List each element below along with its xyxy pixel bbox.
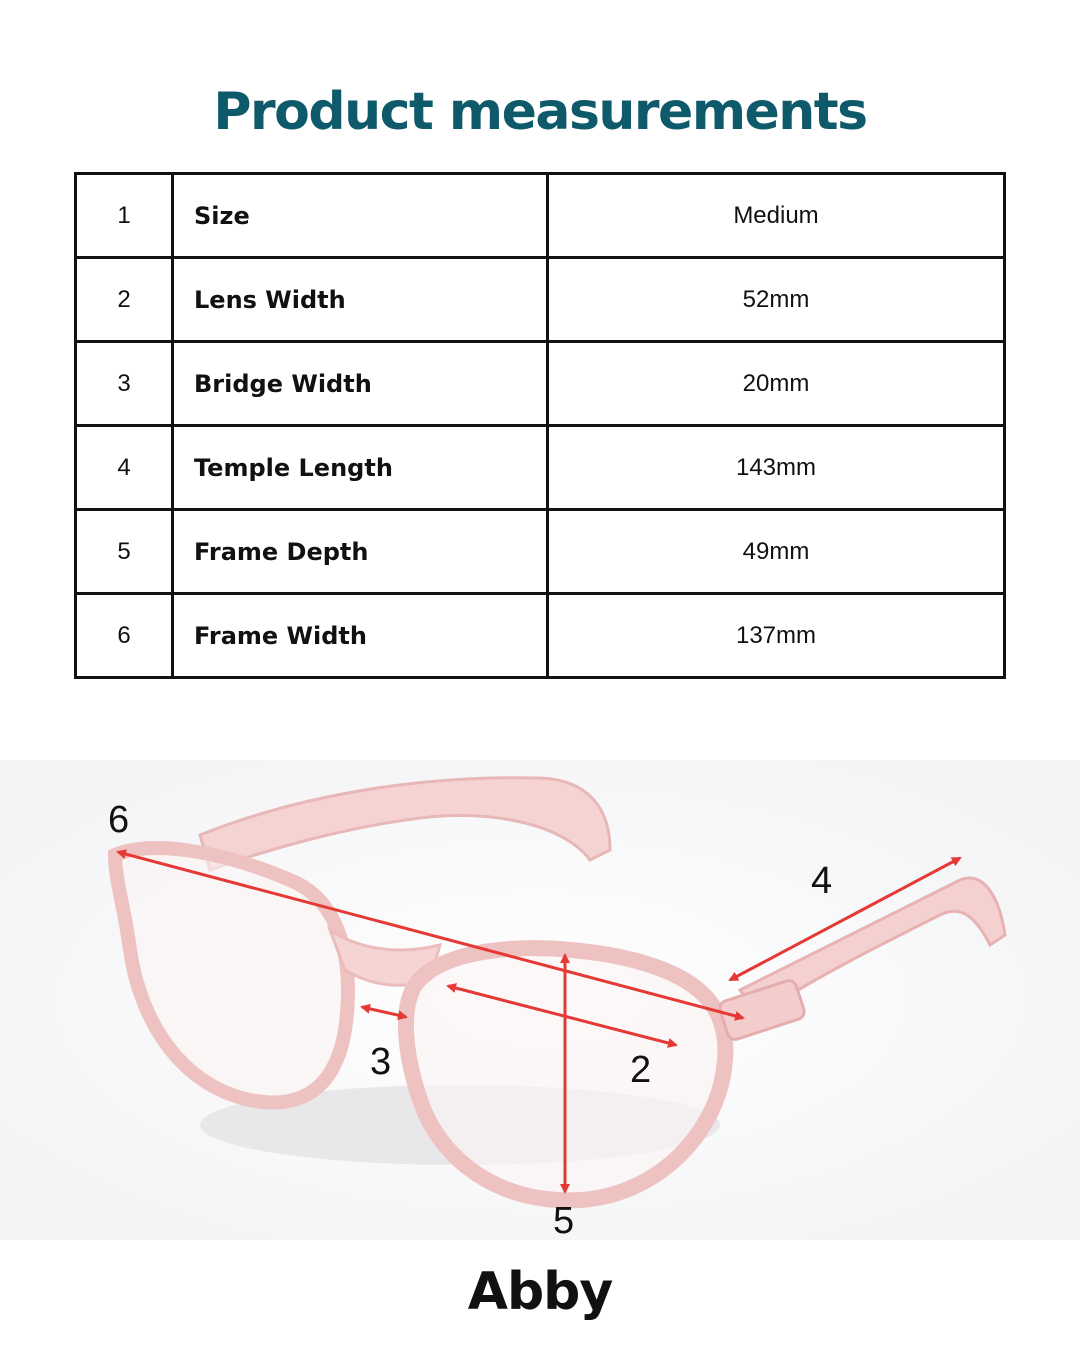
row-number: 6 — [76, 594, 173, 678]
marker-label: 6 — [108, 799, 130, 841]
row-label: Bridge Width — [173, 342, 548, 426]
table-row — [76, 342, 1005, 426]
row-value: 49mm — [548, 510, 1005, 594]
marker-label: 4 — [811, 860, 833, 902]
page-title: Product measurements — [213, 82, 867, 142]
glasses-diagram — [0, 740, 1080, 1260]
row-value: 143mm — [548, 426, 1005, 510]
row-value: 137mm — [548, 594, 1005, 678]
marker-label: 5 — [553, 1200, 575, 1242]
marker-label: 2 — [630, 1049, 652, 1091]
row-number: 1 — [76, 174, 173, 258]
row-number: 2 — [76, 258, 173, 342]
row-value: 52mm — [548, 258, 1005, 342]
marker-label: 3 — [370, 1041, 392, 1083]
measurements-table — [74, 172, 1006, 679]
row-label: Frame Width — [173, 594, 548, 678]
row-number: 4 — [76, 426, 173, 510]
row-label: Temple Length — [173, 426, 548, 510]
table-row — [76, 426, 1005, 510]
table-row — [76, 258, 1005, 342]
row-value: 20mm — [548, 342, 1005, 426]
row-number: 5 — [76, 510, 173, 594]
row-value: Medium — [548, 174, 1005, 258]
product-name: Abby — [467, 1262, 613, 1322]
table-row — [76, 594, 1005, 678]
row-number: 3 — [76, 342, 173, 426]
row-label: Size — [173, 174, 548, 258]
row-label: Frame Depth — [173, 510, 548, 594]
row-label: Lens Width — [173, 258, 548, 342]
table-row — [76, 510, 1005, 594]
table-row — [76, 174, 1005, 258]
